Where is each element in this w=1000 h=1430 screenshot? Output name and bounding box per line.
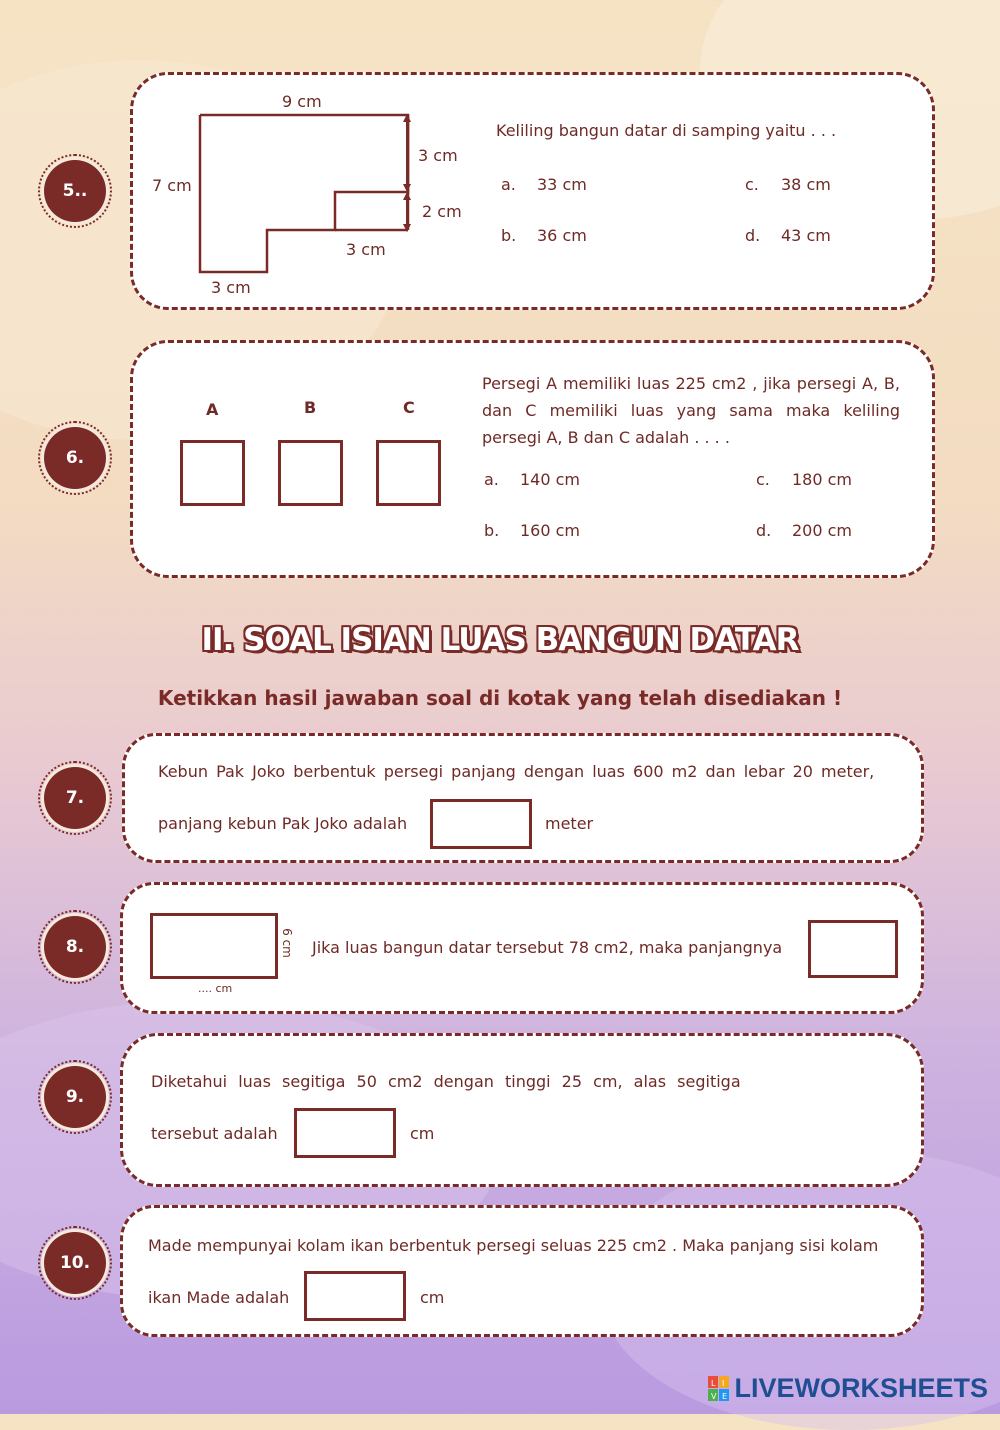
section-instruction: Ketikkan hasil jawaban soal di kotak yang telah disediakan ! (157, 686, 843, 710)
question-7-number: 7. (44, 767, 106, 829)
q10-line1: Made mempunyai kolam ikan berbentuk persegi seluas 225 cm2 . Maka panjang sisi kolam (148, 1236, 879, 1255)
q5-option-d[interactable]: d. 43 cm (745, 226, 831, 245)
question-6-number: 6. (44, 427, 106, 489)
q7-line2: panjang kebun Pak Joko adalah (158, 814, 408, 833)
q5-l-shape-figure (145, 88, 475, 298)
q8-answer-input[interactable] (808, 920, 898, 978)
q5-label-notch-bottom: 3 cm (346, 240, 386, 259)
square-b-label: B (304, 398, 317, 417)
svg-text:L: L (711, 1378, 716, 1388)
question-9-card (120, 1033, 924, 1187)
q5-question: Keliling bangun datar di samping yaitu . . . (496, 121, 837, 140)
q5-label-leg-bottom: 3 cm (211, 278, 251, 297)
q5-label-left: 7 cm (152, 176, 192, 195)
q8-bottom-label: .... cm (198, 982, 233, 995)
q7-line1: Kebun Pak Joko berbentuk persegi panjang dengan luas 600 m2 dan lebar 20 meter, (158, 762, 875, 781)
q6-option-d[interactable]: d. 200 cm (756, 521, 853, 540)
q9-unit: cm (410, 1124, 435, 1143)
question-8-number: 8. (44, 916, 106, 978)
question-10-card (120, 1205, 924, 1337)
q8-side-label: 6 cm (279, 928, 294, 958)
q5-option-a[interactable]: a. 33 cm (501, 175, 587, 194)
question-10-number: 10. (44, 1232, 106, 1294)
question-9-number: 9. (44, 1066, 106, 1128)
svg-text:V: V (711, 1391, 717, 1401)
q6-option-c[interactable]: c. 180 cm (756, 470, 853, 489)
q5-option-b[interactable]: b. 36 cm (501, 226, 587, 245)
q8-rectangle-figure (150, 913, 278, 979)
q10-line2: ikan Made adalah (148, 1288, 290, 1307)
q8-question: Jika luas bangun datar tersebut 78 cm2, maka panjangnya (312, 938, 783, 957)
square-b (278, 440, 343, 506)
square-a (180, 440, 245, 506)
section-title: II. SOAL ISIAN LUAS BANGUN DATAR (201, 622, 799, 658)
liveworksheets-brand: LIVEWORKSHEETS (734, 1373, 988, 1403)
svg-text:I: I (722, 1378, 725, 1388)
q5-option-c[interactable]: c. 38 cm (745, 175, 831, 194)
q10-unit: cm (420, 1288, 445, 1307)
liveworksheets-logo-icon (708, 1376, 730, 1402)
q5-label-right-upper: 3 cm (418, 146, 458, 165)
q5-label-right-lower: 2 cm (422, 202, 462, 221)
square-a-label: A (206, 400, 219, 419)
q9-line2: tersebut adalah (151, 1124, 278, 1143)
q9-answer-input[interactable] (294, 1108, 396, 1158)
q6-option-a[interactable]: a. 140 cm (484, 470, 581, 489)
question-5-number: 5.. (44, 160, 106, 222)
square-c-label: C (403, 398, 415, 417)
q10-answer-input[interactable] (304, 1271, 406, 1321)
q7-answer-input[interactable] (430, 799, 532, 849)
svg-text:E: E (722, 1391, 728, 1401)
q5-label-top: 9 cm (282, 92, 322, 111)
q6-question: Persegi A memiliki luas 225 cm2 , jika persegi A, B, dan C memiliki luas yang sama maka keliling persegi A, B dan C adalah . . . . (482, 374, 900, 447)
square-c (376, 440, 441, 506)
liveworksheets-logo[interactable] (708, 1373, 988, 1404)
q7-unit: meter (545, 814, 594, 833)
q6-option-b[interactable]: b. 160 cm (484, 521, 581, 540)
q9-line1: Diketahui luas segitiga 50 cm2 dengan tinggi 25 cm, alas segitiga (151, 1072, 741, 1091)
